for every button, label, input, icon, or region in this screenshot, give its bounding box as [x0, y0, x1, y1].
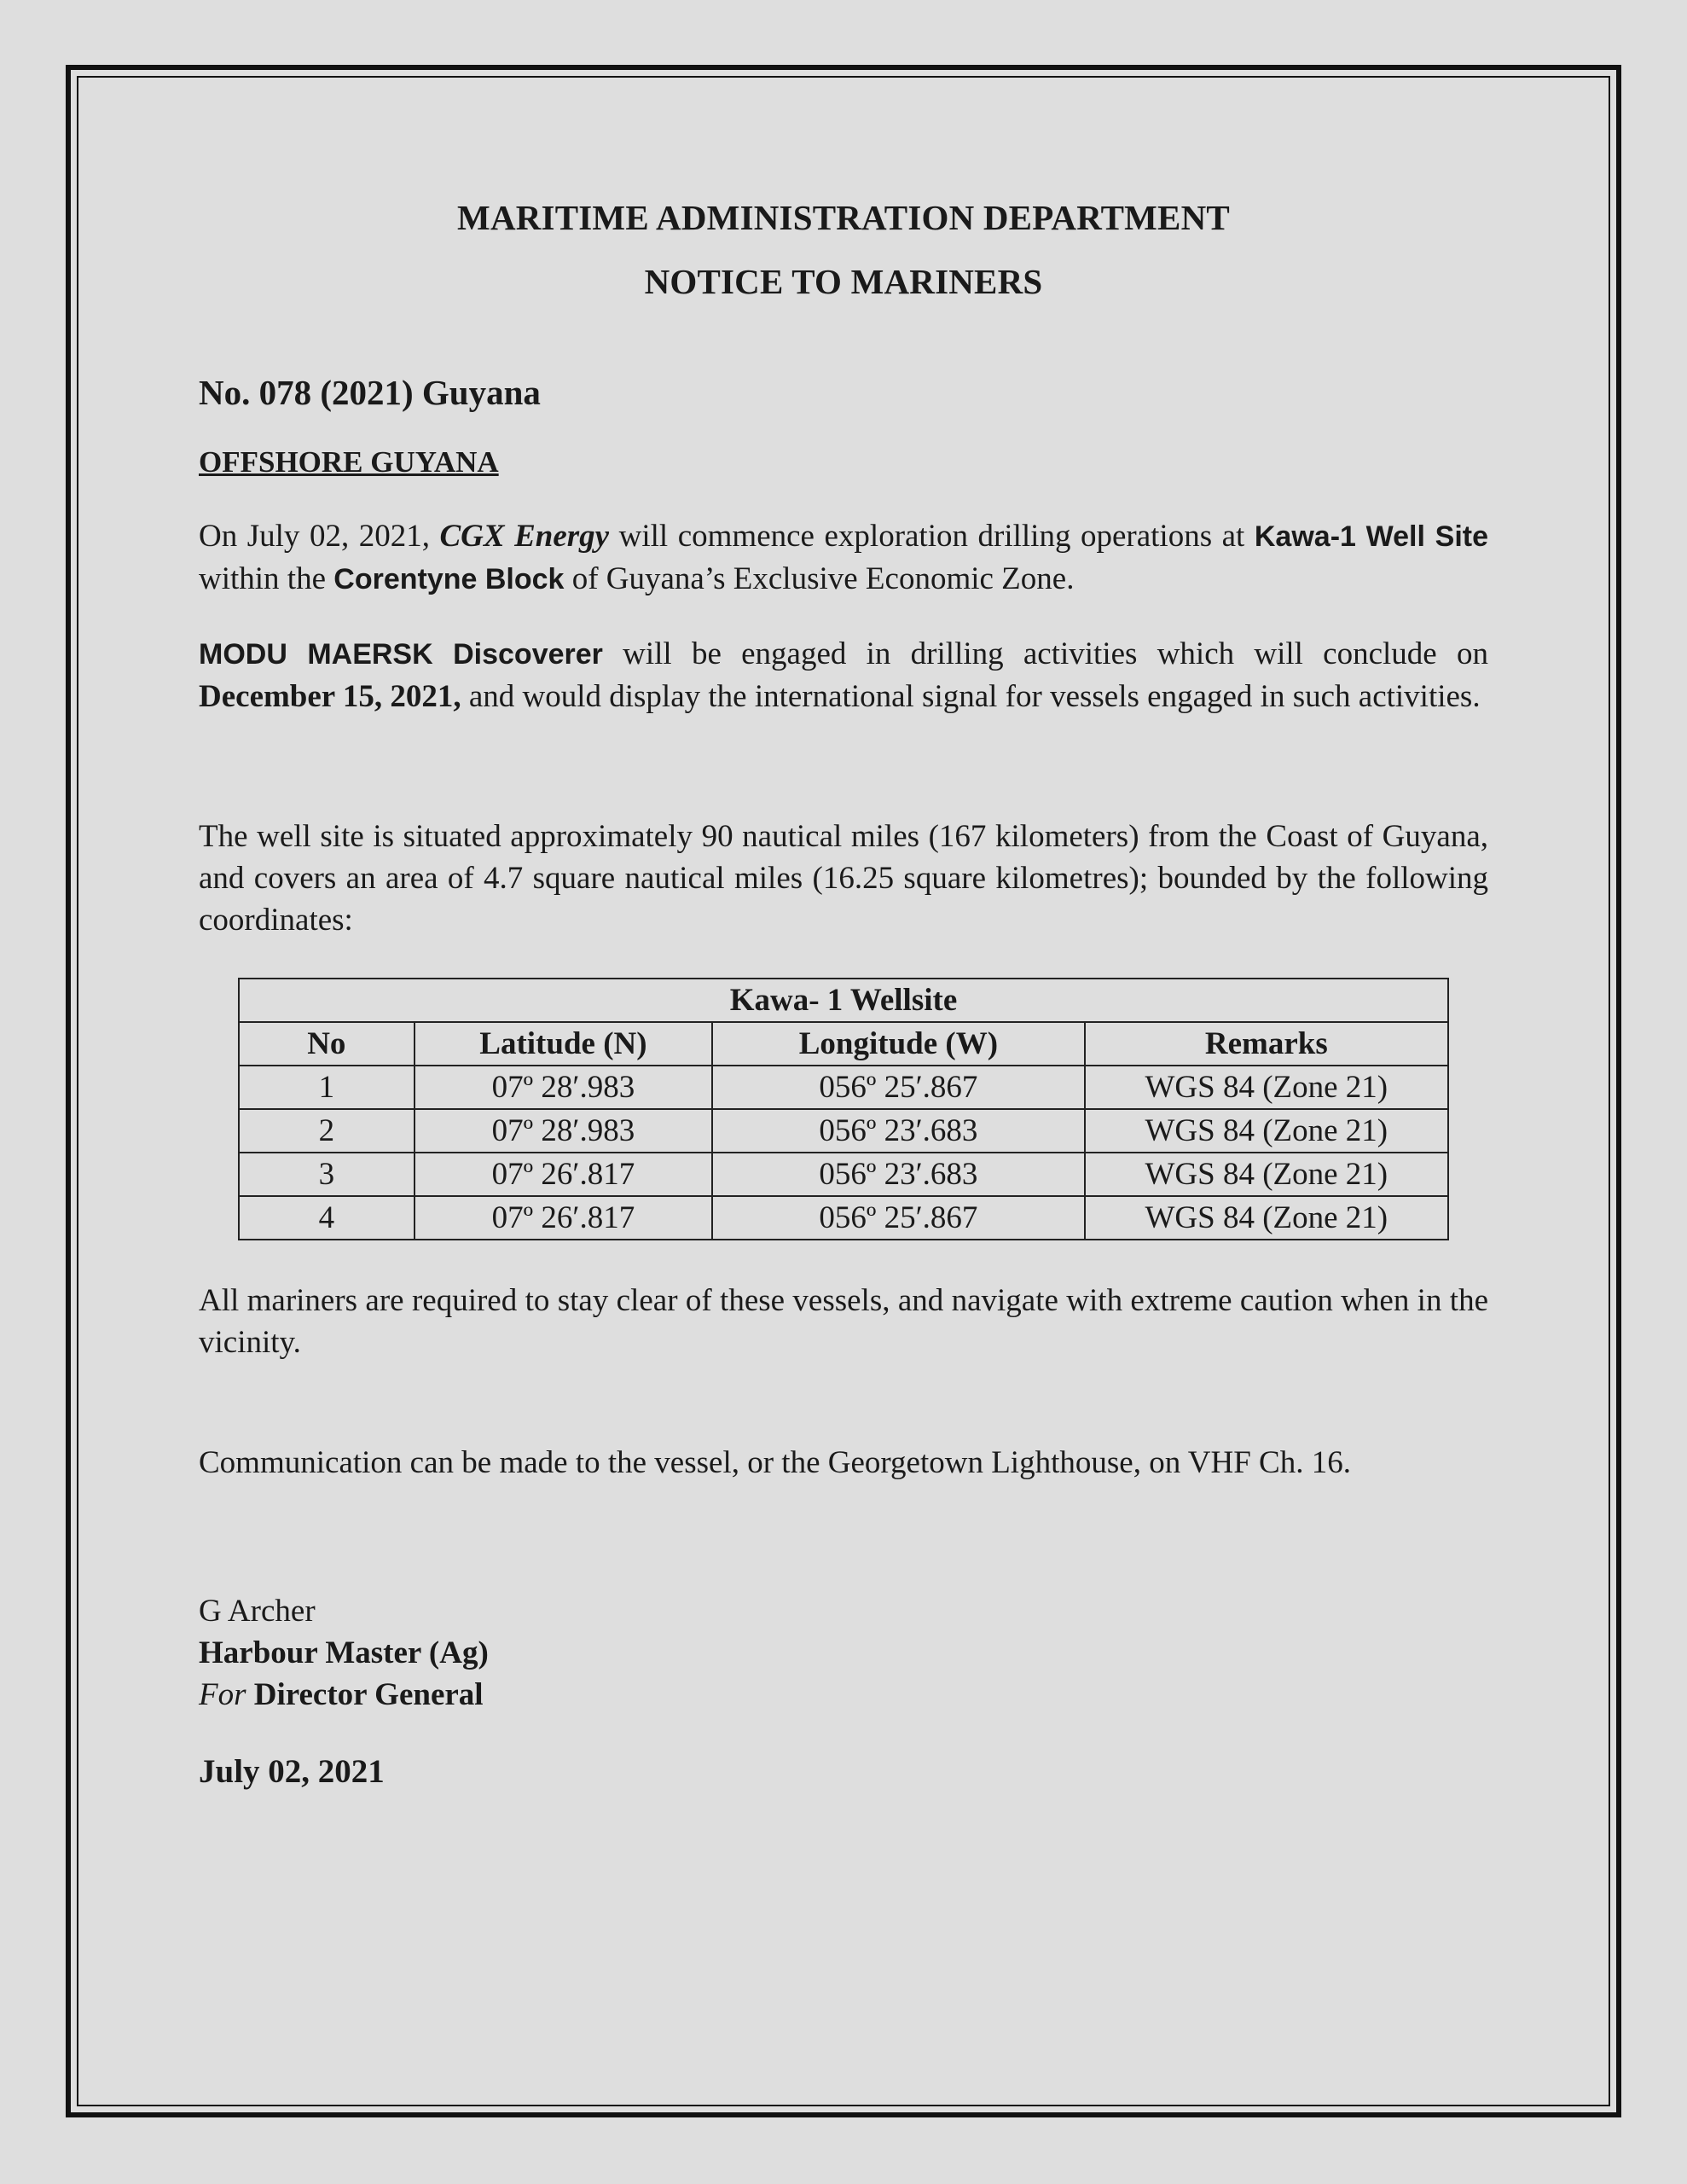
paragraph-commencement — [199, 515, 1488, 601]
paragraph-caution: All mariners are required to stay clear of these vessels, and navigate with extreme caution when in the vicinity. — [199, 1283, 1488, 1360]
notice-number: No. 078 (2021) Guyana — [199, 373, 541, 412]
table-row — [239, 1066, 1448, 1109]
well-site-name: Kawa-1 Well Site — [1254, 520, 1489, 553]
vessel-name: MODU MAERSK Discoverer — [199, 638, 603, 671]
department-heading: MARITIME ADMINISTRATION DEPARTMENT — [457, 198, 1230, 237]
p1-text-a: On July 02, 2021, — [199, 519, 440, 554]
coordinates-table — [238, 978, 1449, 1240]
table-caption: Kawa- 1 Wellsite — [239, 979, 1448, 1022]
table-row — [239, 1196, 1448, 1240]
p2-text-a: will be engaged in drilling activities which will conclude on — [602, 636, 1488, 671]
paragraph-vessel — [199, 633, 1488, 717]
conclusion-date: December 15, 2021, — [199, 679, 461, 714]
cell-longitude: 056º 23′.683 — [712, 1109, 1084, 1153]
p1-text-d: of Guyana’s Exclusive Economic Zone. — [564, 561, 1075, 596]
paragraph-location: The well site is situated approximately 90 nautical miles (167 kilometers) from the Coast of Guyana, and covers an area of 4.7 square nautical miles (16.25 square kilometres); bounded by the following coordinates: — [199, 819, 1488, 938]
cell-latitude: 07º 28′.983 — [415, 1109, 713, 1153]
cell-latitude: 07º 26′.817 — [415, 1153, 713, 1196]
cell-no: 2 — [239, 1109, 415, 1153]
signatory-role: Harbour Master (Ag) — [199, 1635, 489, 1670]
cell-latitude: 07º 26′.817 — [415, 1196, 713, 1240]
paragraph-communication: Communication can be made to the vessel, or the Georgetown Lighthouse, on VHF Ch. 16. — [199, 1445, 1351, 1480]
header-latitude: Latitude (N) — [415, 1022, 713, 1066]
company-name: CGX Energy — [439, 519, 610, 554]
cell-longitude: 056º 23′.683 — [712, 1153, 1084, 1196]
for-label: For — [199, 1677, 246, 1712]
notice-title: NOTICE TO MARINERS — [644, 262, 1043, 301]
table-row — [239, 1109, 1448, 1153]
cell-remarks: WGS 84 (Zone 21) — [1085, 1153, 1448, 1196]
cell-no: 4 — [239, 1196, 415, 1240]
table-caption-row — [239, 979, 1448, 1022]
cell-no: 1 — [239, 1066, 415, 1109]
cell-remarks: WGS 84 (Zone 21) — [1085, 1196, 1448, 1240]
cell-longitude: 056º 25′.867 — [712, 1196, 1084, 1240]
header-no: No — [239, 1022, 415, 1066]
cell-latitude: 07º 28′.983 — [415, 1066, 713, 1109]
header-remarks: Remarks — [1085, 1022, 1448, 1066]
table-row — [239, 1153, 1448, 1196]
for-title: Director General — [246, 1677, 484, 1712]
notice-date: July 02, 2021 — [199, 1753, 385, 1790]
cell-remarks: WGS 84 (Zone 21) — [1085, 1066, 1448, 1109]
cell-longitude: 056º 25′.867 — [712, 1066, 1084, 1109]
p1-text-b: will commence exploration drilling operations at — [609, 519, 1255, 554]
block-name: Corentyne Block — [333, 563, 565, 595]
p1-text-c: within the — [199, 561, 334, 596]
signatory-name: G Archer — [199, 1594, 316, 1629]
section-heading: OFFSHORE GUYANA — [199, 445, 499, 479]
signatory-for — [199, 1674, 484, 1716]
header-longitude: Longitude (W) — [712, 1022, 1084, 1066]
table-header-row — [239, 1022, 1448, 1066]
cell-no: 3 — [239, 1153, 415, 1196]
p2-text-b: and would display the international signal for vessels engaged in such activities. — [461, 679, 1481, 714]
cell-remarks: WGS 84 (Zone 21) — [1085, 1109, 1448, 1153]
